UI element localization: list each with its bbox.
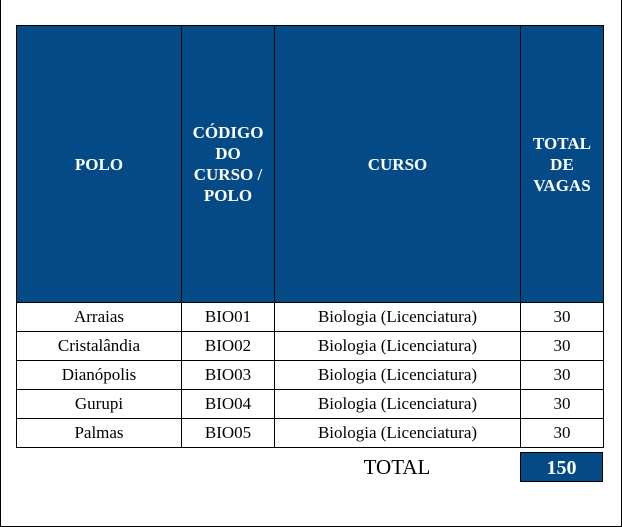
- cell-curso: Biologia (Licenciatura): [275, 361, 521, 390]
- cell-curso: Biologia (Licenciatura): [275, 303, 521, 332]
- cell-polo: Cristalândia: [17, 332, 182, 361]
- cell-vagas: 30: [521, 419, 604, 448]
- table-row: [17, 303, 604, 332]
- cell-polo: Gurupi: [17, 390, 182, 419]
- header-total-vagas: TOTAL DE VAGAS: [521, 26, 604, 303]
- cell-polo: Palmas: [17, 419, 182, 448]
- header-codigo: CÓDIGO DO CURSO / POLO: [182, 26, 275, 303]
- cell-curso: Biologia (Licenciatura): [275, 390, 521, 419]
- cell-codigo: BIO01: [182, 303, 275, 332]
- cell-codigo: BIO04: [182, 390, 275, 419]
- cell-vagas: 30: [521, 332, 604, 361]
- vagas-table: [16, 25, 604, 448]
- total-label: TOTAL: [363, 455, 431, 479]
- cell-vagas: 30: [521, 303, 604, 332]
- table-row: [17, 361, 604, 390]
- cell-polo: Dianópolis: [17, 361, 182, 390]
- cell-codigo: BIO02: [182, 332, 275, 361]
- cell-polo: Arraias: [17, 303, 182, 332]
- header-curso: CURSO: [275, 26, 521, 303]
- cell-curso: Biologia (Licenciatura): [275, 332, 521, 361]
- cell-vagas: 30: [521, 390, 604, 419]
- cell-codigo: BIO03: [182, 361, 275, 390]
- cell-codigo: BIO05: [182, 419, 275, 448]
- table-row: [17, 419, 604, 448]
- table-row: [17, 390, 604, 419]
- total-value: 150: [520, 452, 603, 482]
- cell-curso: Biologia (Licenciatura): [275, 419, 521, 448]
- total-row: [16, 452, 603, 482]
- table-row: [17, 332, 604, 361]
- cell-vagas: 30: [521, 361, 604, 390]
- header-polo: POLO: [17, 26, 182, 303]
- header-row: [17, 26, 604, 303]
